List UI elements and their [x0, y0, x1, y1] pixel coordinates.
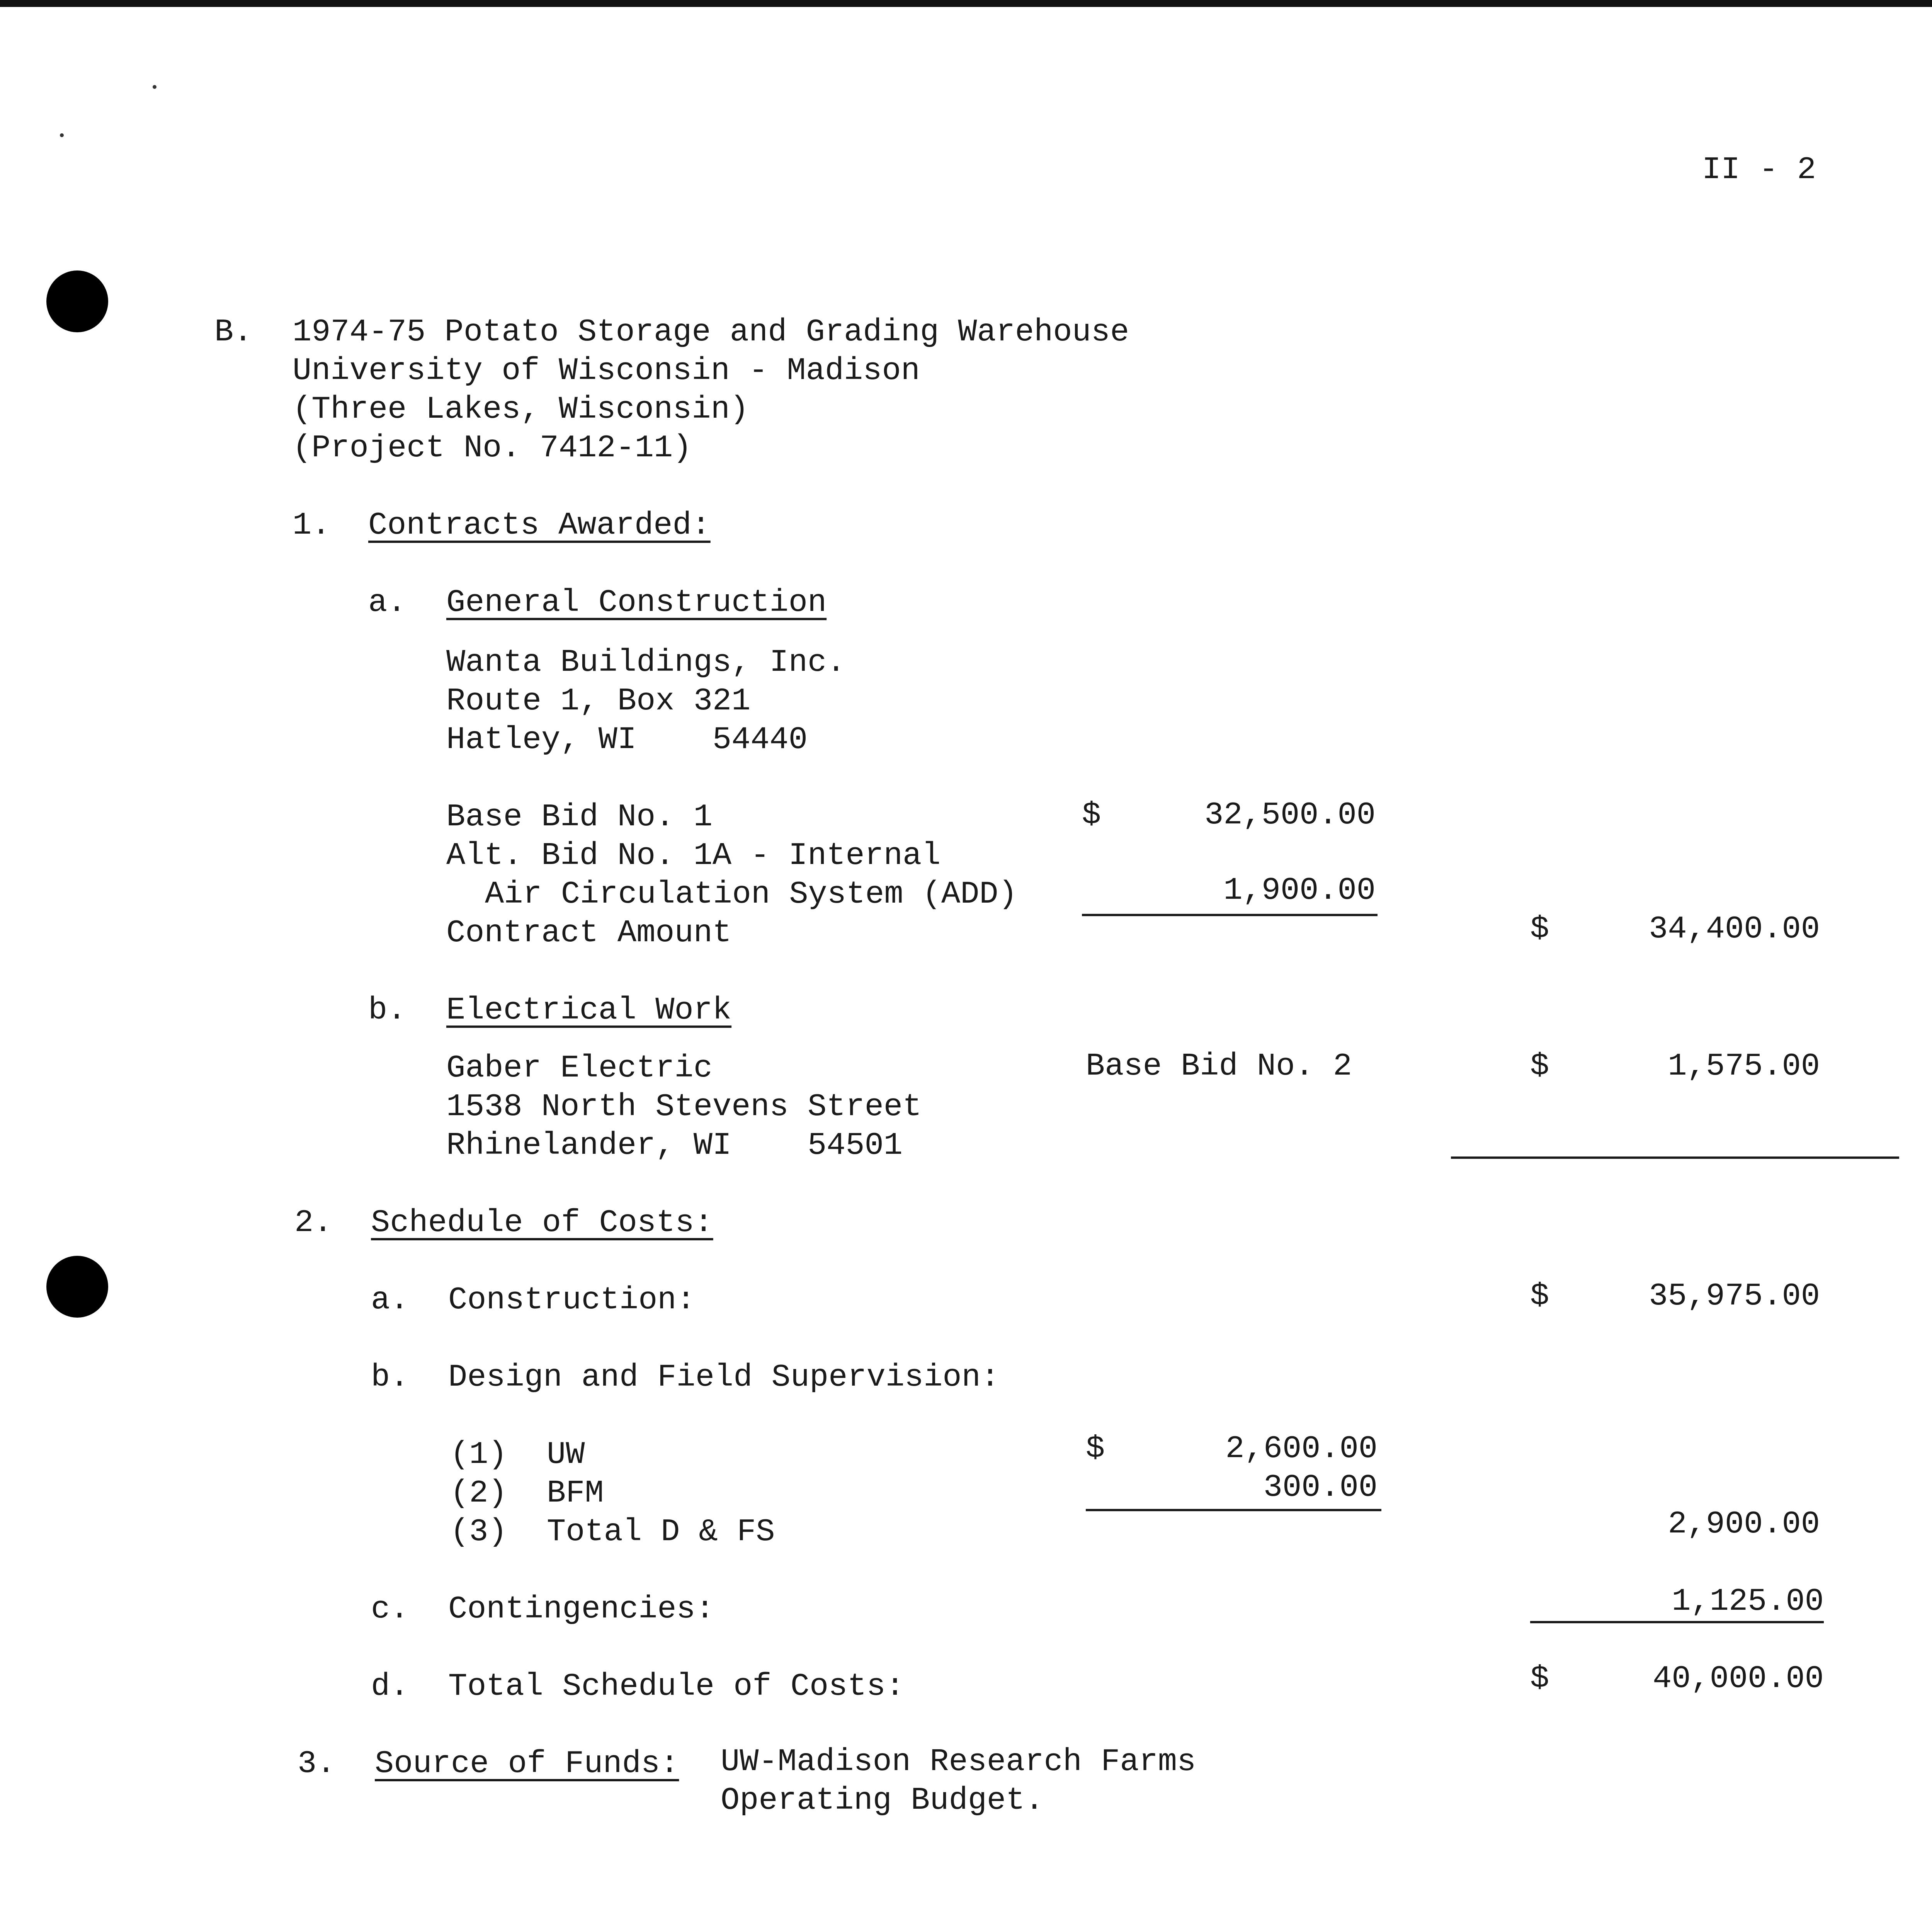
- contract-amount: 34,400.00: [1649, 911, 1820, 947]
- total-dfs-label: Total D & FS: [547, 1514, 775, 1550]
- contingencies-letter: c.: [371, 1591, 409, 1627]
- construction-amount: 35,975.00: [1649, 1278, 1820, 1314]
- punch-hole: [46, 270, 108, 332]
- electrical-bid-label: Base Bid No. 2: [1086, 1048, 1352, 1084]
- subtotal-rule: [1082, 914, 1378, 916]
- total-dfs-num: (3): [450, 1514, 507, 1550]
- alt-bid-label: Alt. Bid No. 1A - Internal: [446, 838, 941, 874]
- general-construction-heading: General Construction: [446, 585, 827, 621]
- base-bid-amount: 32,500.00: [1204, 797, 1376, 833]
- electrical-dollar: $: [1530, 1048, 1549, 1084]
- total-costs-letter: d.: [371, 1668, 409, 1704]
- construction-dollar: $: [1530, 1278, 1549, 1314]
- schedule-num: 2.: [294, 1205, 333, 1241]
- funds-num: 3.: [298, 1746, 336, 1782]
- alt-bid-label-cont: Air Circulation System (ADD): [485, 876, 1017, 912]
- section-b-location: (Three Lakes, Wisconsin): [293, 391, 749, 427]
- contracts-num: 1.: [293, 507, 331, 543]
- electrical-contractor-name: Gaber Electric: [446, 1050, 713, 1086]
- page-number: II - 2: [1702, 152, 1816, 188]
- funds-budget: Operating Budget.: [721, 1782, 1044, 1818]
- electrical-contractor-city: Rhinelander, WI 54501: [446, 1128, 903, 1163]
- electrical-contractor-street: 1538 North Stevens Street: [446, 1089, 922, 1125]
- electrical-total-rule: [1451, 1156, 1899, 1159]
- funds-heading: Source of Funds:: [375, 1746, 679, 1782]
- bfm-amount: 300.00: [1263, 1469, 1378, 1505]
- uw-dollar: $: [1086, 1431, 1105, 1467]
- contingencies-rule: [1530, 1621, 1824, 1623]
- contractor-city: Hatley, WI 54440: [446, 722, 808, 758]
- scan-top-edge: [0, 0, 1932, 7]
- contractor-street: Route 1, Box 321: [446, 683, 751, 719]
- contract-amount-label: Contract Amount: [446, 915, 732, 951]
- total-costs-dollar: $: [1530, 1661, 1549, 1697]
- section-b-title: 1974-75 Potato Storage and Grading Warehouse: [293, 314, 1129, 350]
- funds-source: UW-Madison Research Farms: [721, 1744, 1196, 1780]
- section-b-institution: University of Wisconsin - Madison: [293, 353, 920, 389]
- construction-label: Construction:: [448, 1282, 696, 1318]
- base-bid-label: Base Bid No. 1: [446, 799, 713, 835]
- contingencies-amount: 1,125.00: [1672, 1583, 1824, 1619]
- general-letter: a.: [368, 585, 406, 621]
- contracts-heading: Contracts Awarded:: [368, 507, 711, 543]
- construction-letter: a.: [371, 1282, 409, 1318]
- uw-amount: 2,600.00: [1225, 1431, 1378, 1467]
- bfm-num: (2): [450, 1475, 507, 1511]
- electrical-letter: b.: [368, 992, 406, 1028]
- total-costs-amount: 40,000.00: [1653, 1661, 1824, 1697]
- electrical-amount: 1,575.00: [1668, 1048, 1820, 1084]
- contract-amount-dollar: $: [1530, 911, 1549, 947]
- alt-bid-amount: 1,900.00: [1223, 872, 1376, 908]
- total-dfs-amount: 2,900.00: [1668, 1506, 1820, 1542]
- schedule-heading: Schedule of Costs:: [371, 1205, 713, 1241]
- base-bid-dollar: $: [1082, 797, 1101, 833]
- section-b-marker: B.: [214, 314, 253, 350]
- scan-speck: [60, 133, 64, 137]
- design-subtotal-rule: [1086, 1509, 1381, 1511]
- uw-label: UW: [547, 1437, 585, 1473]
- bfm-label: BFM: [547, 1475, 604, 1511]
- electrical-work-heading: Electrical Work: [446, 992, 732, 1028]
- contingencies-label: Contingencies:: [448, 1591, 714, 1627]
- punch-hole: [46, 1256, 108, 1318]
- contractor-name: Wanta Buildings, Inc.: [446, 645, 846, 680]
- section-b-project-no: (Project No. 7412-11): [293, 430, 692, 466]
- design-letter: b.: [371, 1359, 409, 1395]
- scan-speck: [153, 85, 156, 89]
- total-costs-label: Total Schedule of Costs:: [448, 1668, 905, 1704]
- uw-num: (1): [450, 1437, 507, 1473]
- design-label: Design and Field Supervision:: [448, 1359, 1000, 1395]
